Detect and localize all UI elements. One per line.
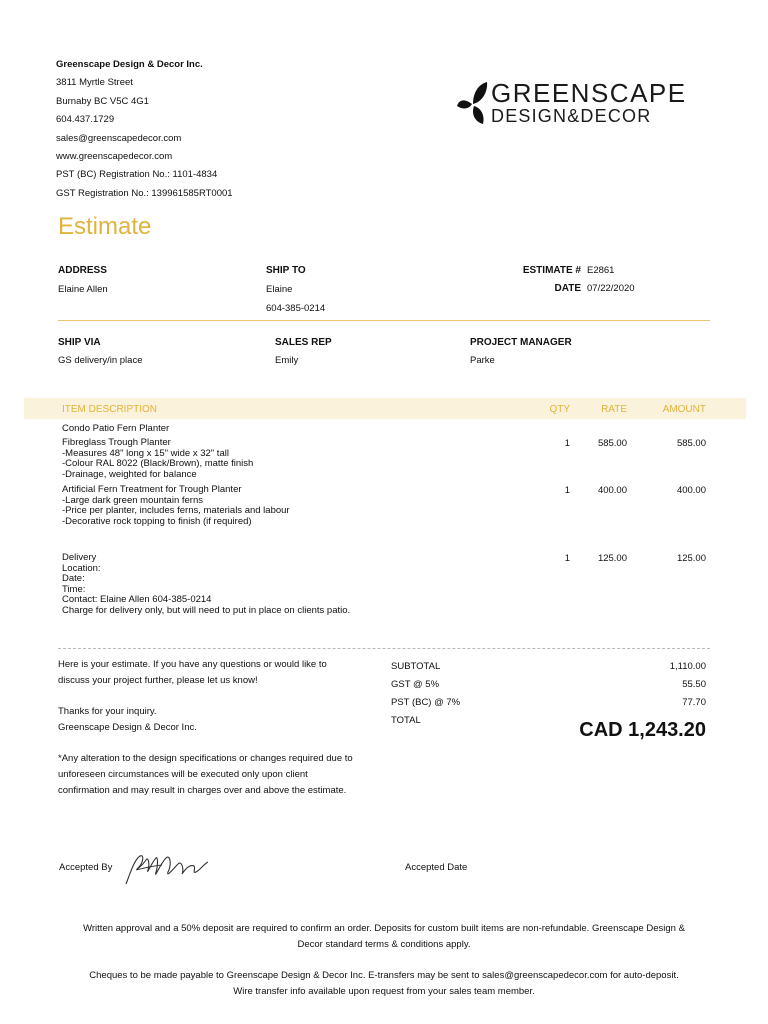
section-divider	[58, 320, 710, 321]
col-rate-header: RATE	[601, 404, 627, 415]
address-value: Elaine Allen	[58, 284, 108, 295]
address-label: ADDRESS	[58, 265, 107, 276]
accepted-by-label: Accepted By	[59, 862, 113, 873]
item-line: -Drainage, weighted for balance	[62, 468, 197, 480]
item-line: Fibreglass Trough Planter	[62, 437, 171, 448]
item-line: -Measures 48" long x 15" wide x 32" tall	[62, 447, 229, 459]
subtotal-value: 1,110.00	[669, 661, 706, 672]
item-line: Date:	[62, 573, 85, 584]
item-qty: 1	[564, 553, 570, 564]
table-row-item-1	[62, 438, 253, 480]
gst-registration: GST Registration No.: 139961585RT0001	[56, 187, 233, 199]
disclaimer-line: unforeseen circumstances will be executed only upon client	[58, 769, 308, 780]
logo-text-line2: DESIGN&DECOR	[491, 106, 652, 126]
pst-label: PST (BC) @ 7%	[391, 697, 461, 708]
company-phone: 604.437.1729	[56, 114, 115, 126]
item-amount: 585.00	[676, 438, 706, 449]
terms-line: Written approval and a 50% deposit are required to confirm an order. Deposits for custom built items are non-refundable. Greenscape Design &	[83, 923, 685, 934]
table-row-item-2	[62, 485, 290, 527]
terms-note	[40, 921, 728, 953]
col-qty-header: QTY	[549, 404, 570, 415]
disclaimer-line: *Any alteration to the design specifications or changes required due to	[58, 753, 353, 764]
disclaimer	[58, 751, 398, 799]
ship-to-name: Elaine	[266, 284, 293, 295]
estimate-message	[58, 657, 388, 689]
accepted-date-label: Accepted Date	[405, 862, 468, 873]
estimate-number-label: ESTIMATE #	[522, 265, 581, 276]
date-value: 07/22/2020	[587, 283, 635, 294]
item-line: -Decorative rock topping to finish (if required)	[62, 515, 252, 527]
pst-value: 77.70	[682, 697, 706, 708]
signoff-line: Greenscape Design & Decor Inc.	[58, 722, 197, 733]
project-manager-label: PROJECT MANAGER	[470, 337, 572, 348]
item-line: Charge for delivery only, but will need to put in place on clients patio.	[62, 604, 351, 616]
total-label: TOTAL	[391, 715, 421, 726]
company-info	[56, 56, 233, 203]
company-city: Burnaby BC V5C 4G1	[56, 95, 149, 107]
thanks-block	[58, 704, 388, 736]
ship-to-phone: 604-385-0214	[266, 303, 326, 314]
company-email: sales@greenscapedecor.com	[56, 132, 182, 144]
gst-value: 55.50	[682, 679, 706, 690]
company-street: 3811 Myrtle Street	[56, 77, 133, 89]
ship-via-value: GS delivery/in place	[58, 355, 143, 366]
company-website: www.greenscapedecor.com	[56, 151, 173, 163]
table-row-item-3	[62, 553, 350, 616]
ship-via-label: SHIP VIA	[58, 337, 101, 348]
company-logo	[457, 78, 687, 128]
item-line: -Large dark green mountain ferns	[62, 494, 203, 506]
item-line: Contact: Elaine Allen 604-385-0214	[62, 594, 212, 605]
item-amount: 125.00	[676, 553, 706, 564]
subtotal-label: SUBTOTAL	[391, 661, 441, 672]
item-qty: 1	[564, 485, 570, 496]
estimate-number-value: E2861	[587, 265, 615, 276]
payment-line: Cheques to be made payable to Greenscape Design & Decor Inc. E-transfers may be sent to sales@greenscapedecor.com for auto-deposit.	[89, 970, 679, 981]
thanks-line: Thanks for your inquiry.	[58, 706, 157, 717]
page-title: Estimate	[58, 213, 152, 240]
item-rate: 125.00	[597, 553, 627, 564]
section-heading: Condo Patio Fern Planter	[62, 423, 170, 434]
ship-to-label: SHIP TO	[266, 265, 306, 276]
item-amount: 400.00	[676, 485, 706, 496]
logo-text-line1: GREENSCAPE	[491, 78, 687, 108]
signature-image	[122, 850, 214, 888]
item-line: Time:	[62, 583, 86, 595]
leaf-logo-icon	[457, 82, 491, 128]
item-line: -Price per planter, includes ferns, materials and labour	[62, 505, 290, 516]
col-amount-header: AMOUNT	[662, 404, 706, 415]
item-line: Delivery	[62, 552, 97, 563]
message-line: Here is your estimate. If you have any questions or would like to	[58, 659, 327, 670]
payment-line: Wire transfer info available upon request from your sales team member.	[233, 986, 535, 997]
item-line: -Colour RAL 8022 (Black/Brown), matte finish	[62, 458, 254, 469]
terms-line: Decor standard terms & conditions apply.	[297, 939, 471, 950]
project-manager-value: Parke	[470, 355, 495, 366]
sales-rep-label: SALES REP	[275, 337, 332, 348]
payment-note	[40, 968, 728, 1000]
sales-rep-value: Emily	[275, 355, 299, 366]
pst-registration: PST (BC) Registration No.: 1101-4834	[56, 169, 218, 181]
date-label: DATE	[554, 283, 581, 294]
item-line: Location:	[62, 562, 101, 574]
grand-total: CAD 1,243.20	[579, 719, 706, 741]
col-description-header: ITEM DESCRIPTION	[62, 404, 158, 415]
message-line: discuss your project further, please let us know!	[58, 675, 258, 686]
item-qty: 1	[564, 438, 570, 449]
item-rate: 400.00	[597, 485, 627, 496]
disclaimer-line: confirmation and may result in charges over and above the estimate.	[58, 785, 347, 796]
item-rate: 585.00	[597, 438, 627, 449]
company-name: Greenscape Design & Decor Inc.	[56, 59, 203, 70]
item-line: Artificial Fern Treatment for Trough Planter	[62, 484, 242, 495]
gst-label: GST @ 5%	[391, 679, 440, 690]
totals-divider	[58, 648, 710, 649]
